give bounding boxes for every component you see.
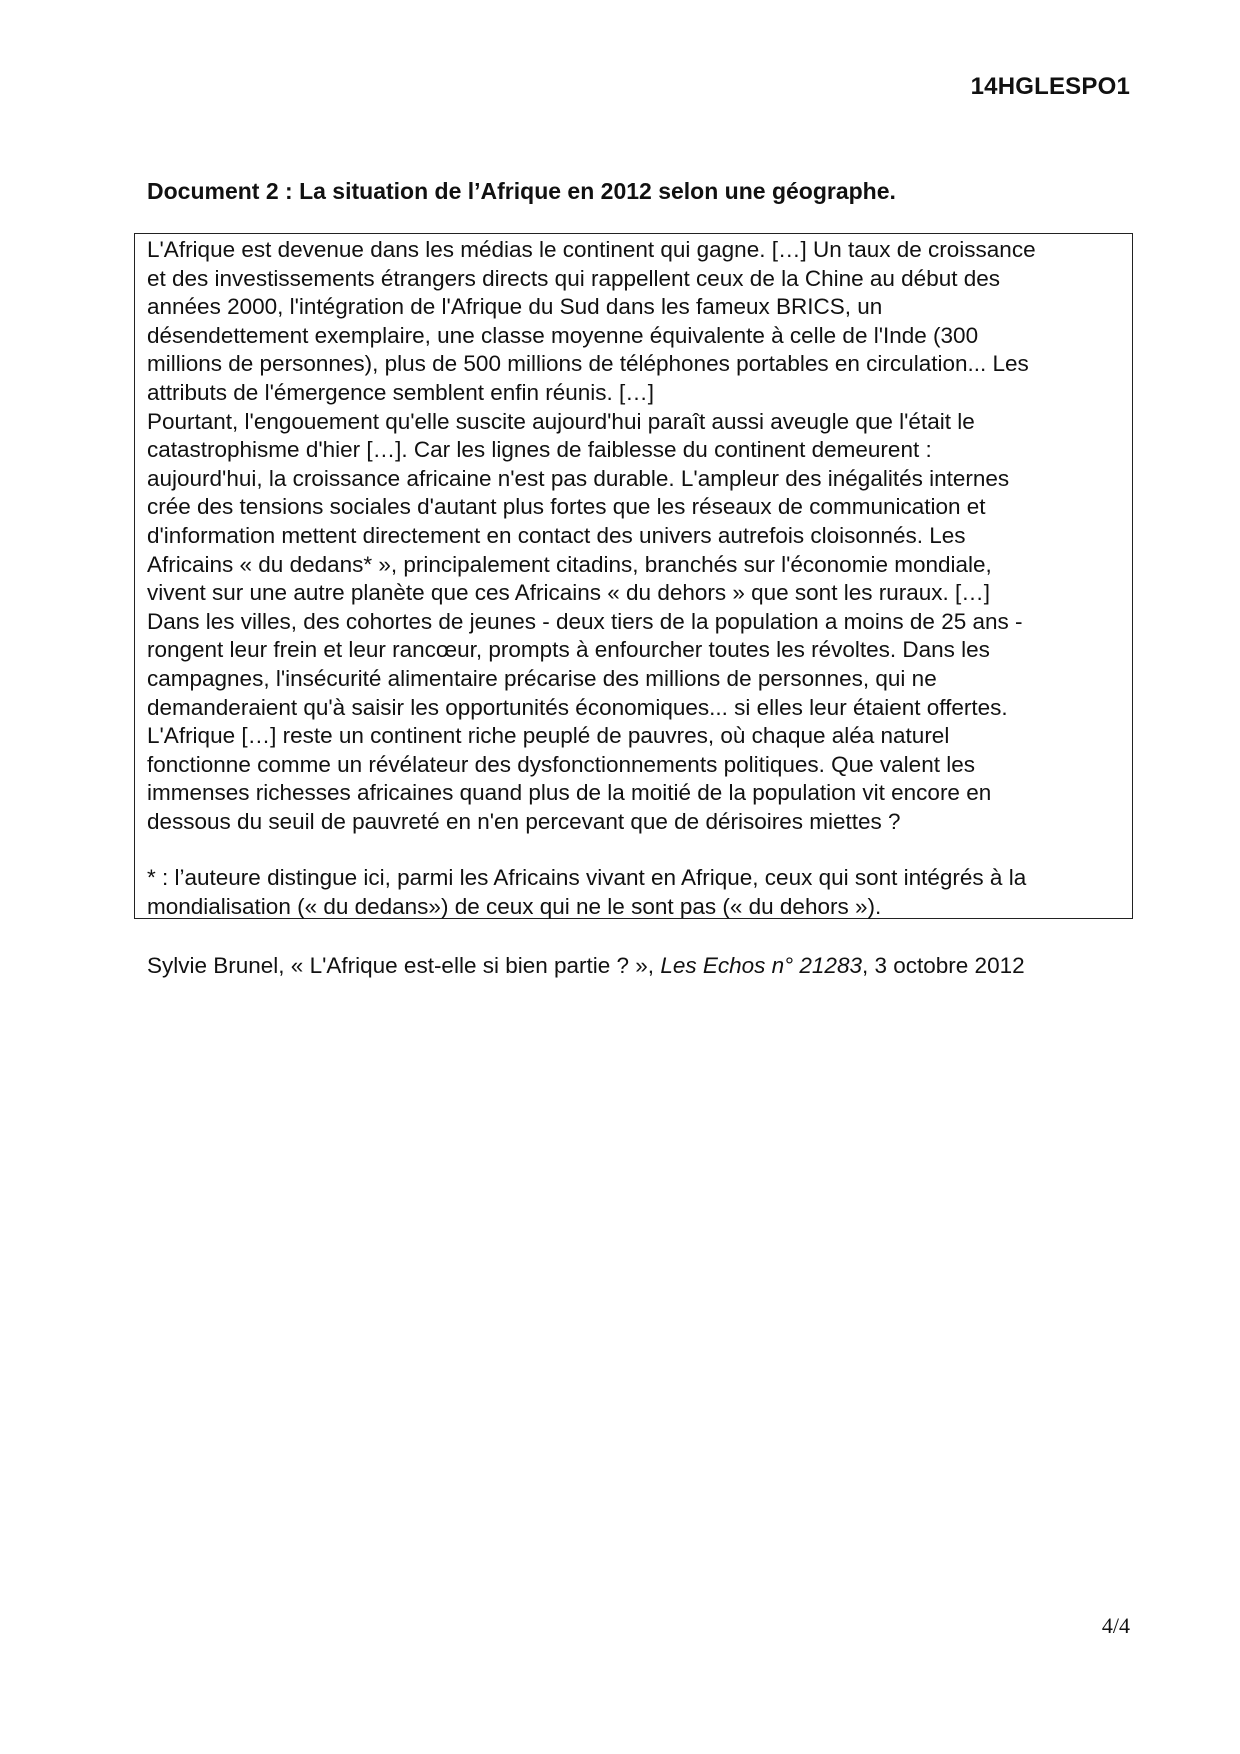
quote-line: aujourd'hui, la croissance africaine n'est pas durable. L'ampleur des inégalités internes [147,465,1010,491]
source-citation [147,953,1025,979]
quote-line: désendettement exemplaire, une classe moyenne équivalente à celle de l'Inde (300 [147,322,979,348]
quote-line: L'Afrique est devenue dans les médias le continent qui gagne. […] Un taux de croissance [147,237,1036,262]
quote-line: attributs de l'émergence semblent enfin réunis. […] [147,379,655,405]
source-author: Sylvie Brunel, « L'Afrique est-elle si bien partie ? », [147,953,661,978]
document-title: Document 2 : La situation de l’Afrique en 2012 selon une géographe. [147,178,896,204]
quote-line: campagnes, l'insécurité alimentaire précarise des millions de personnes, qui ne [147,665,937,691]
quote-line: Africains « du dedans* », principalement citadins, branchés sur l'économie mondiale, [147,551,992,577]
quote-line: d'information mettent directement en contact des univers autrefois cloisonnés. Les [147,522,966,548]
paragraph-gap [147,836,1122,864]
quote-line: L'Afrique […] reste un continent riche peuplé de pauvres, où chaque aléa naturel [147,723,950,749]
source-publication: Les Echos n° 21283 [660,953,862,978]
quote-line: crée des tensions sociales d'autant plus fortes que les réseaux de communication et [147,494,986,520]
page-number: 4/4 [1101,1613,1130,1638]
quote-line: catastrophisme d'hier […]. Car les lignes de faiblesse du continent demeurent : [147,437,932,463]
quote-line: millions de personnes), plus de 500 millions de téléphones portables en circulation... Les [147,351,1029,377]
quote-line: dessous du seuil de pauvreté en n'en percevant que de dérisoires miettes ? [147,808,901,834]
quote-line: Dans les villes, des cohortes de jeunes - deux tiers de la population a moins de 25 ans - [147,608,1023,634]
exam-code: 14HGLESPO1 [970,73,1130,100]
footnote-line: * : l’auteure distingue ici, parmi les Africains vivant en Afrique, ceux qui sont intégrés à la [147,865,1027,891]
quote-line: années 2000, l'intégration de l'Afrique du Sud dans les fameux BRICS, un [147,294,883,320]
quote-line: et des investissements étrangers directs qui rappellent ceux de la Chine au début des [147,265,1001,291]
source-date: , 3 octobre 2012 [861,953,1025,978]
quote-line: vivent sur une autre planète que ces Africains « du dehors » que sont les ruraux. […] [147,580,990,606]
footnote-line: mondialisation (« du dedans») de ceux qui ne le sont pas (« du dehors »). [147,894,882,920]
quote-line: Pourtant, l'engouement qu'elle suscite aujourd'hui paraît aussi aveugle que l'était le [147,408,975,434]
quote-line: rongent leur frein et leur rancœur, prompts à enfourcher toutes les révoltes. Dans les [147,637,990,663]
quote-box [134,233,1133,919]
quote-line: immenses richesses africaines quand plus de la moitié de la population vit encore en [147,780,992,806]
quote-line: demanderaient qu'à saisir les opportunités économiques... si elles leur étaient offertes. [147,694,1008,720]
quote-line: fonctionne comme un révélateur des dysfonctionnements politiques. Que valent les [147,751,975,777]
